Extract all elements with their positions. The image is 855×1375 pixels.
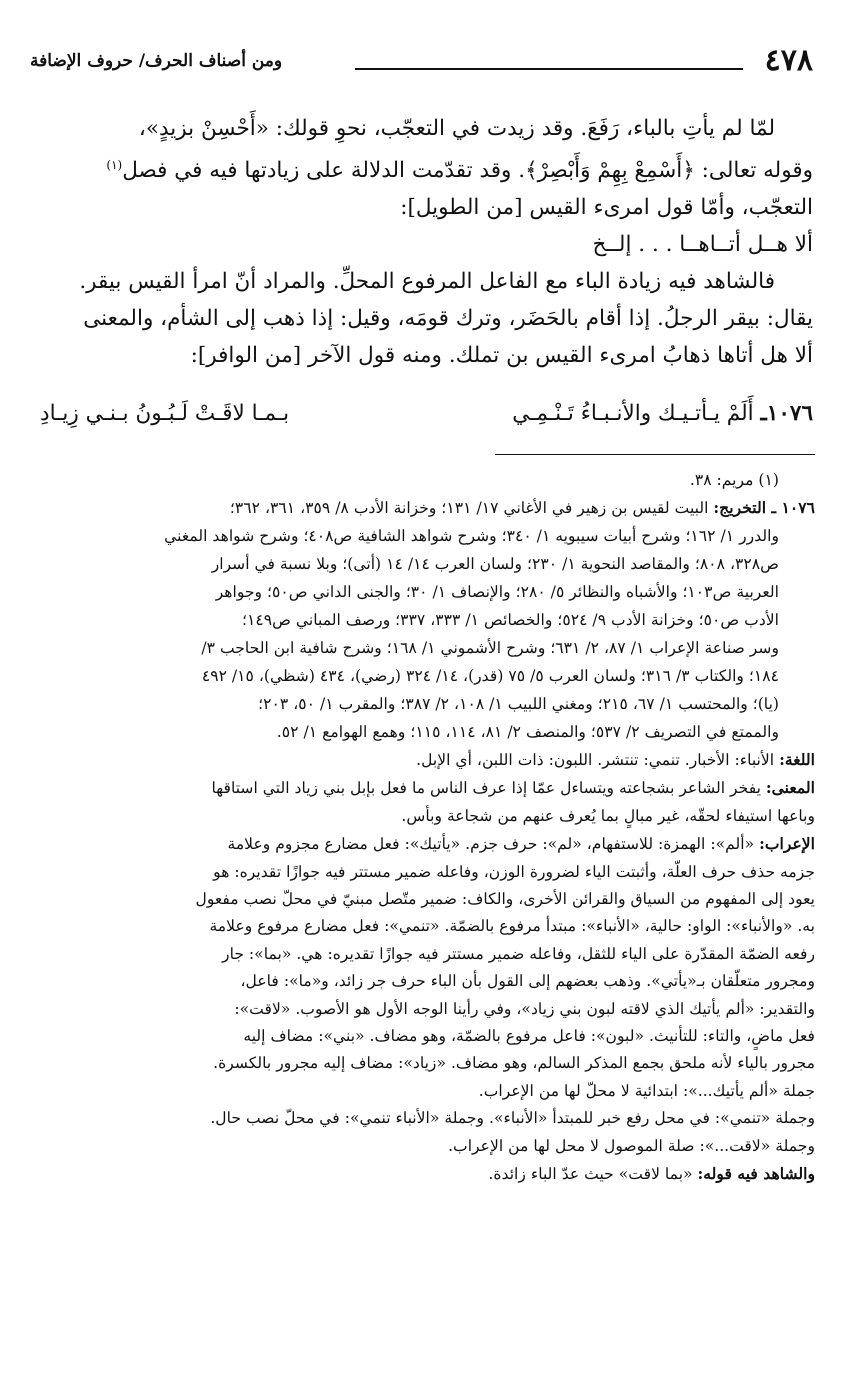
lugha-text: الأنباء: الأخبار. تنمي: تنتشر. اللبون: ذات اللبن، أي الإبل. xyxy=(416,751,775,769)
shahid-label: والشاهد فيه قوله: xyxy=(697,1164,815,1184)
main-text xyxy=(30,110,813,374)
main-line: فالشاهد فيه زيادة الباء مع الفاعل المرفوع المحلِّ. والمراد أنّ امرأ القيس بيقر. xyxy=(79,269,775,295)
verse-second-hemistich: بـمـا لاقَـتْ لَـبُـونُ بـنـي زِيـادِ xyxy=(40,401,290,426)
verse-fragment: ألا هــل أتــاهــا . . . إلــخ xyxy=(592,232,813,258)
takhrij-line: والدرر ١/ ١٦٢؛ وشرح أبيات سيبويه ١/ ٣٤٠؛ وشرح شواهد الشافية ص٤٠٨؛ وشرح شواهد المغني xyxy=(164,527,779,545)
running-title: ومن أصناف الحرف/ حروف الإضافة xyxy=(30,51,283,71)
page-header xyxy=(30,44,813,78)
takhrij-line: وسر صناعة الإعراب ١/ ٨٧، ٢/ ٦٣١؛ وشرح الأشموني ١/ ١٦٨؛ وشرح شافية ابن الحاجب ٣/ xyxy=(201,639,779,657)
jumla-line: جملة «ألم يأتيك...»: ابتدائية لا محلّ لها من الإعراب. xyxy=(478,1081,815,1100)
irab-line: ومجرور متعلّقان بـ«يأتي». وذهب بعضهم إلى القول بأن الباء حرف جر زائد، و«ما»: فاعل، xyxy=(240,972,815,991)
lugha-label: اللغة: xyxy=(779,750,815,769)
notes-section xyxy=(28,466,815,1189)
irab-line: مجرور بالياء لأنه ملحق بجمع المذكر السالم، وهو مضاف. «زياد»: مضاف إليه مجرور بالكسرة. xyxy=(213,1054,815,1073)
verse-first-hemistich: أَلَمْ يـأتـيـك والأنـبـاءُ تَـنْـمِـي xyxy=(512,401,754,426)
footnote-ref: (١) xyxy=(106,158,123,172)
maana-text: يفخر الشاعر بشجاعته ويتساءل عمّا إذا عرف الناس ما فعل بإبل بني زياد التي استاقها xyxy=(211,779,761,798)
jumla-line: وجملة «لاقت...»: صلة الموصول لا محل لها من الإعراب. xyxy=(448,1136,815,1155)
main-line xyxy=(30,147,813,189)
irab-line xyxy=(28,830,815,858)
main-line: يقال: بيقر الرجلُ. إذا أقام بالحَضَر، وترك قومَه، وقيل: إذا ذهب إلى الشأم، والمعنى xyxy=(83,306,813,332)
takhrij-line: ١٨٤؛ والكتاب ٣/ ٣١٦؛ ولسان العرب ٥/ ٧٥ (قدر)، ١٤/ ٣٢٤ (رضي)، ٤٣٤ (شظي)، ١٥/ ٤٩٢ xyxy=(201,667,779,685)
irab-line: رفعه الضمّة المقدّرة على الياء للثقل، وفاعله ضمير مستتر فيه جوازًا تقديره: هي. «بما»: جار xyxy=(222,944,815,963)
verse-number: ١٠٧٦ـ xyxy=(760,401,813,426)
takhrij-line: العربية ص١٠٣؛ والأشباه والنظائر ٥/ ٢٨٠؛ والإنصاف ١/ ٣٠؛ والجنى الداني ص٥٠؛ وجواهر xyxy=(215,583,779,601)
irab-text: «ألم»: الهمزة: للاستفهام، «لم»: حرف جزم. «يأتيك»: فعل مضارع مجزوم وعلامة xyxy=(227,835,755,854)
maana-line xyxy=(28,774,815,802)
irab-line: والتقدير: «ألم يأتيك الذي لاقته لبون بني زياد»، وفي رأينا الوجه الأول هو الأصوب. «لاقت»: xyxy=(234,999,815,1018)
main-line-text: وقوله تعالى: ﴿أَسْمِعْ بِهِمْ وَأَبْصِرْ﴾. وقد تقدّمت الدلالة على زيادتها فيه في فصل xyxy=(122,158,813,184)
footnote-rule xyxy=(495,454,815,455)
irab-label: الإعراب: xyxy=(759,834,815,854)
shahid-line xyxy=(28,1160,815,1188)
shahid-text: «بما لاقت» حيث عدّ الباء زائدة. xyxy=(488,1165,693,1184)
lugha-line xyxy=(28,746,815,774)
maana-line: وباعها استيفاء لحقّه، غير مبالٍ بما يُعرف عنهم من شجاعة وبأس. xyxy=(401,806,815,825)
footnote: (١) مريم: ٣٨. xyxy=(689,471,779,489)
header-rule xyxy=(355,68,743,70)
takhrij-line xyxy=(28,494,815,522)
page-number: ٤٧٨ xyxy=(764,43,813,78)
takhrij-label: ١٠٧٦ ـ التخريج: xyxy=(713,498,815,517)
irab-line: فعل ماضٍ، والتاء: للتأنيث. «لبون»: فاعل مرفوع بالضمّة، وهو مضاف. «بني»: مضاف إليه xyxy=(243,1027,815,1046)
takhrij-line: (يا)؛ والمحتسب ١/ ٦٧، ٢١٥؛ ومغني اللبيب ١/ ١٠٨، ٢/ ٣٨٧؛ والمقرب ١/ ٥٠، ٢٠٣؛ xyxy=(258,695,779,713)
takhrij-line: ص٣٢٨، ٨٠٨؛ والمقاصد النحوية ١/ ٢٣٠؛ ولسان العرب ١٤/ ١٤ (أتى)؛ وبلا نسبة في أسرار xyxy=(211,555,779,573)
irab-line: به. «والأنباء»: الواو: حالية، «الأنباء»: مبتدأ مرفوع بالضمّة. «تنمي»: فعل مضارع مرفوع وعلامة xyxy=(209,917,815,936)
main-line: ألا هل أتاها ذهابُ امرىء القيس بن تملك. ومنه قول الآخر [من الوافر]: xyxy=(190,343,813,369)
takhrij-line: الأدب ص٥٠؛ وخزانة الأدب ٩/ ٥٢٤؛ والخصائص ١/ ٣٣٣، ٣٣٧؛ ورصف المباني ص١٤٩؛ xyxy=(242,611,779,629)
jumla-line: وجملة «تنمي»: في محل رفع خبر للمبتدأ «الأنباء». وجملة «الأنباء تنمي»: في محلّ نصب حال. xyxy=(210,1109,815,1128)
main-line: التعجّب، وأمّا قول امرىء القيس [من الطويل]: xyxy=(400,195,813,221)
takhrij-line: والممتع في التصريف ٢/ ٥٣٧؛ والمنصف ٢/ ٨١، ١١٤، ١١٥؛ وهمع الهوامع ١/ ٥٢. xyxy=(276,723,779,741)
main-line: لمّا لم يأتِ بالباء، رَفَعَ. وقد زيدت في التعجّب، نحوِ قولك: «أَحْسِنْ بزيدٍ»، xyxy=(138,116,775,141)
irab-line: جزمه حذف حرف العلّة، وأثبتت الياء لضرورة الوزن، وفاعله ضمير مستتر فيه جوازًا تقديره: هو xyxy=(213,862,815,881)
irab-line: يعود إلى المفهوم من السياق والقرائن الأخرى، والكاف: ضمير متّصل مبنيّ في محلّ نصب مفعول xyxy=(195,890,815,909)
maana-label: المعنى: xyxy=(765,778,815,798)
takhrij-text: البيت لقيس بن زهير في الأغاني ١٧/ ١٣١؛ وخزانة الأدب ٨/ ٣٥٩، ٣٦١، ٣٦٢؛ xyxy=(229,499,709,517)
poem-verse xyxy=(30,392,813,436)
